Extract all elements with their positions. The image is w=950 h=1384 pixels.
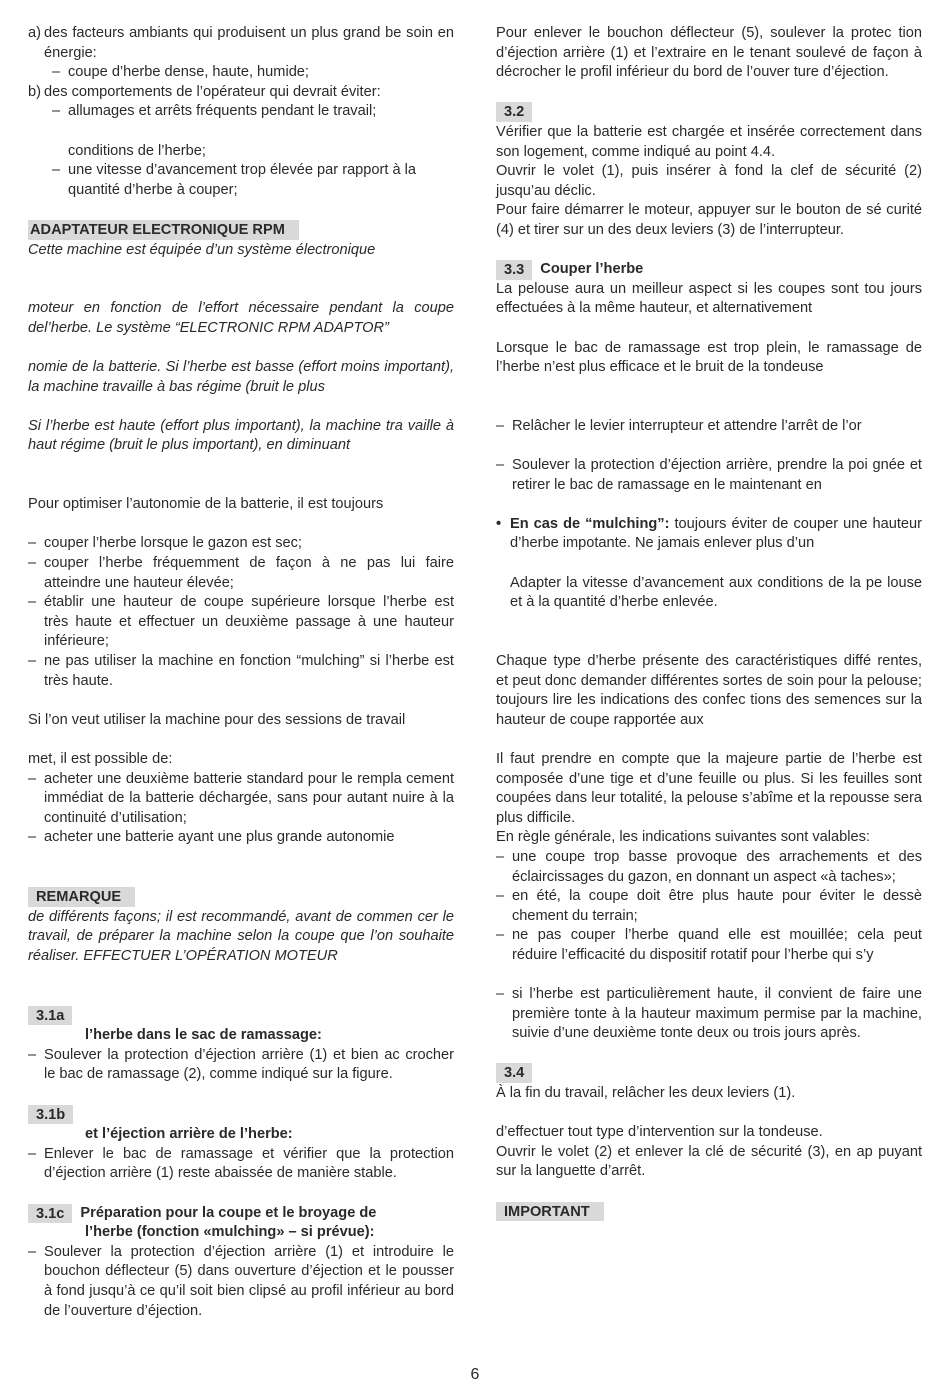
list-text: ne pas utiliser la machine en fonction “mulching” si l’herbe est très haute. (44, 653, 454, 689)
section-3-2-paragraph: Ouvrir le volet (1), puis insérer à fond la clef de sécurité (2) jusqu’au déclic. (496, 163, 922, 199)
section-3-3-paragraph: La pelouse aura un meilleur aspect si les coupes sont tou jours effectuées à la même hauteur, et alternativement (496, 280, 922, 317)
sessions-item (28, 770, 454, 829)
optimize-item (28, 554, 454, 593)
mulching-label: En cas de “mulching”: (510, 515, 670, 532)
section-3-2-paragraph: Pour faire démarrer le moteur, appuyer sur le bouton de sé curité (4) et tirer sur un des deux leviers (3) de l’interrupteur. (496, 202, 922, 238)
rpm-section-title: ADAPTATEUR ELECTRONIQUE RPM (28, 220, 299, 240)
list-marker: – (52, 162, 61, 179)
remarque-title: REMARQUE (28, 887, 135, 907)
list-text: des facteurs ambiants qui produisent un plus grand be soin en énergie: (44, 25, 454, 61)
list-marker: – (28, 1145, 37, 1162)
section-3-4-paragraph: d’effectuer tout type d’intervention sur la tondeuse. (496, 1124, 823, 1141)
list-text: Soulever la protection d’éjection arrière, prendre la poi gnée et retirer le bac de ramassage en le maintenant en (512, 457, 922, 493)
list-text: ne pas couper l’herbe quand elle est mouillée; cela peut réduire l’efficacité du dispositif rotatif pour l’herbe qui s’y (512, 927, 922, 963)
list-text: une vitesse d’avancement trop élevée par rapport à la quantité d’herbe à couper; (68, 162, 417, 198)
list-text: en été, la coupe doit être plus haute pour éviter le dessè chement du terrain; (512, 888, 922, 924)
list-marker: – (496, 888, 505, 905)
mulching-paragraph: Adapter la vitesse d’avancement aux conditions de la pe louse et à la quantité d’herbe enlevée. (510, 574, 922, 611)
list-marker: – (28, 1243, 37, 1260)
left-column (28, 24, 454, 1321)
list-marker: – (496, 848, 505, 865)
grass-item (496, 926, 922, 965)
section-3-1a-item (28, 1046, 454, 1085)
list-marker: – (496, 986, 505, 1003)
list-marker: – (52, 64, 61, 81)
section-number-3-2: 3.2 (496, 102, 532, 122)
section-title-3-3: Couper l’herbe (540, 261, 644, 278)
section-3-3-item (496, 456, 922, 495)
section-3-4-paragraph: Ouvrir le volet (2) et enlever la clé de sécurité (3), en ap puyant sur la languette d’arrêt. (496, 1143, 922, 1180)
list-marker: – (28, 770, 37, 787)
list-text: acheter une deuxième batterie standard pour le rempla cement immédiat de la batterie déchargée, sans pour autant nuire à la continuité d’utilisation; (44, 770, 454, 826)
intro-item-a (28, 24, 454, 63)
section-heading-3-1c (28, 1204, 454, 1224)
section-number-3-1b: 3.1b (28, 1105, 73, 1125)
list-text: Soulever la protection d’éjection arrière (1) et introduire le bouchon déflecteur (5) dans ouverture d’éjection et le pousser à fond jusqu’à ce qu’il soit bien clipsé au profil inférieur au bord de l’ouverture d’éjection. (44, 1243, 454, 1319)
section-title-3-1c: Préparation pour la coupe et le broyage de (80, 1204, 377, 1221)
list-marker: – (28, 653, 37, 669)
sessions-item (28, 828, 454, 848)
list-marker: – (496, 927, 505, 944)
intro-a-subitem (28, 63, 454, 83)
grass-item (496, 985, 922, 1044)
list-text: Relâcher le levier interrupteur et attendre l’arrêt de l’or (512, 417, 862, 434)
sessions-paragraph: Si l’on veut utiliser la machine pour des sessions de travail (28, 711, 406, 728)
grass-item (496, 887, 922, 926)
list-marker: – (28, 1046, 37, 1063)
optimize-item (28, 593, 454, 652)
list-marker: – (52, 103, 61, 120)
section-3-1c-item (28, 1243, 454, 1321)
optimize-item (28, 534, 454, 554)
list-text: établir une hauteur de coupe supérieure lorsque l’herbe est très haute et effectuer un deuxième passage à une hauteur inférieure; (44, 594, 454, 650)
section-3-1b-item (28, 1145, 454, 1184)
section-3-4-paragraph: À la fin du travail, relâcher les deux leviers (1). (496, 1085, 796, 1102)
section-heading-3-3 (496, 260, 922, 280)
deflector-paragraph: Pour enlever le bouchon déflecteur (5), soulever la protec tion d’éjection arrière (1) et l’extraire en le tenant soulevé de façon à décrocher le profil inférieur du bord de l’ouver ture d’éjection. (496, 25, 922, 81)
important-title: IMPORTANT (496, 1202, 604, 1222)
page-number: 6 (470, 1366, 480, 1383)
section-title-3-1c-line2: l’herbe (fonction «mulching» – si prévue): (85, 1224, 375, 1241)
grass-paragraph: Il faut prendre en compte que la majeure partie de l’herbe est composée d’une tige et d’une feuille ou plus. Si les feuilles sont coupées dans leur totalité, la pelouse s’abîme et la repousse sera plus difficile. (496, 750, 922, 826)
section-3-3-paragraph: Lorsque le bac de ramassage est trop plein, le ramassage de l’herbe n’est plus efficace et le bruit de la tondeuse (496, 339, 922, 376)
list-text: couper l’herbe fréquemment de façon à ne pas lui faire atteindre une hauteur élevée; (44, 555, 454, 591)
section-number-3-4: 3.4 (496, 1063, 532, 1083)
intro-b-continuation: conditions de l’herbe; (68, 142, 206, 159)
remarque-text: de différents façons; il est recommandé, avant de commen cer le travail, de préparer la machine selon la coupe que l’on souhaite réaliser. EFFECTUER L’OPÉRATION MOTEUR (28, 908, 454, 964)
intro-item-b (28, 83, 454, 103)
section-3-3-item (496, 417, 922, 437)
optimize-intro: Pour optimiser l’autonomie de la batterie, il est toujours (28, 496, 384, 513)
rpm-paragraph: Cette machine est équipée d’un système électronique (28, 241, 376, 258)
list-marker: b) (28, 83, 41, 100)
list-marker: – (28, 555, 37, 572)
list-text: si l’herbe est particulièrement haute, il convient de faire une première tonte à la hauteur maximum permise par la machine, suivie d’une deuxième tonte deux ou trois jours après. (512, 986, 922, 1042)
rpm-paragraph: moteur en fonction de l’effort nécessaire pendant la coupe del’herbe. Le système “ELECTRONIC RPM ADAPTOR” (28, 300, 454, 336)
list-text: des comportements de l’opérateur qui devrait éviter: (44, 83, 381, 100)
section-title-3-1b: et l’éjection arrière de l’herbe: (85, 1126, 293, 1143)
list-text: Soulever la protection d’éjection arrière (1) et bien ac crocher le bac de ramassage (2), comme indiqué sur la figure. (44, 1046, 454, 1083)
bullet-marker: • (496, 515, 502, 532)
rpm-paragraph: Si l’herbe est haute (effort plus important), la machine tra vaille à haut régime (bruit le plus important), en diminuant (28, 417, 454, 454)
list-marker: – (496, 457, 505, 474)
list-text: allumages et arrêts fréquents pendant le travail; (68, 103, 377, 120)
section-title-3-1a: l’herbe dans le sac de ramassage: (85, 1027, 322, 1044)
rpm-paragraph: nomie de la batterie. Si l’herbe est basse (effort moins important), la machine travaille à bas régime (bruit le plus (28, 359, 454, 395)
list-marker: – (28, 829, 37, 846)
section-number-3-1c: 3.1c (28, 1204, 72, 1224)
intro-b-subitem (28, 161, 454, 200)
grass-item (496, 848, 922, 887)
grass-paragraph: Chaque type d’herbe présente des caractéristiques diffé rentes, et peut donc demander différentes sortes de soin pour la pelouse; toujours lire les indications des confec tions des semences sur la hauteur de coupe rapportée aux (496, 653, 922, 728)
section-3-2-paragraph: Vérifier que la batterie est chargée et insérée correctement dans son logement, comme indiqué au point 4.4. (496, 123, 922, 160)
list-marker: – (28, 594, 37, 611)
sessions-paragraph: met, il est possible de: (28, 750, 173, 767)
intro-b-subitem (28, 102, 454, 122)
list-text: coupe d’herbe dense, haute, humide; (68, 64, 309, 81)
list-text: couper l’herbe lorsque le gazon est sec; (44, 535, 302, 552)
list-text: Enlever le bac de ramassage et vérifier que la protection d’éjection arrière (1) reste abaissée de manière stable. (44, 1145, 454, 1182)
section-number-3-3: 3.3 (496, 260, 532, 280)
list-text: acheter une batterie ayant une plus grande autonomie (44, 829, 395, 846)
list-marker: – (28, 535, 37, 552)
mulching-item (496, 515, 922, 554)
list-text: une coupe trop basse provoque des arrachements et des éclaircissages du gazon, en donnant un aspect «à taches»; (512, 848, 922, 885)
list-marker: a) (28, 25, 41, 41)
section-number-3-1a: 3.1a (28, 1006, 72, 1026)
right-column (496, 24, 922, 1222)
list-marker: – (496, 417, 505, 434)
optimize-item (28, 652, 454, 691)
grass-paragraph: En règle générale, les indications suivantes sont valables: (496, 829, 870, 846)
mulching-text: toujours éviter de couper une hauteur d’herbe impotante. Ne jamais enlever plus d’un (510, 515, 922, 552)
